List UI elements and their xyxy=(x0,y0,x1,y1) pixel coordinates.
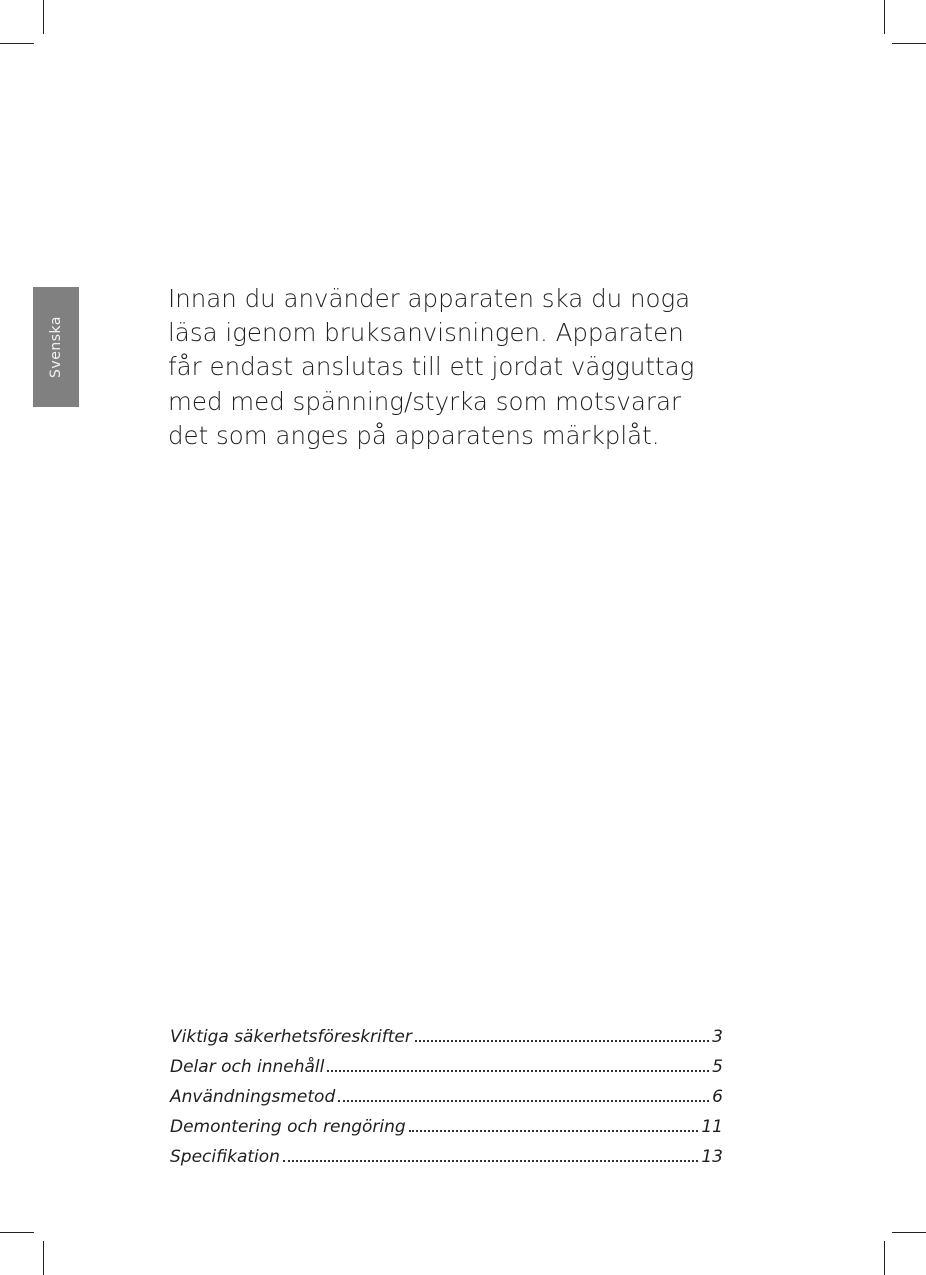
toc-title: Användningsmetod xyxy=(170,1087,336,1107)
toc-leader-dots xyxy=(409,1130,699,1132)
toc-page-number: 13 xyxy=(701,1147,723,1167)
toc-entry-usage[interactable] xyxy=(170,1087,723,1117)
intro-line: får endast anslutas till ett jordat vägguttag xyxy=(168,352,695,382)
crop-mark-bottom-left-vertical xyxy=(43,1241,44,1275)
toc-entry-parts[interactable] xyxy=(170,1057,723,1087)
toc-title: Demontering och rengöring xyxy=(170,1117,406,1137)
crop-mark-top-left-vertical xyxy=(43,0,44,34)
toc-title: Delar och innehåll xyxy=(170,1057,325,1077)
intro-line: det som anges på apparatens märkplåt. xyxy=(168,420,660,450)
crop-mark-top-right-vertical xyxy=(884,0,885,34)
table-of-contents xyxy=(170,1027,723,1177)
toc-page-number: 11 xyxy=(701,1117,723,1137)
language-tab-label: Svenska xyxy=(48,316,64,378)
toc-leader-dots xyxy=(283,1160,698,1162)
intro-line: med med spänning/styrka som motsvarar xyxy=(168,386,682,416)
intro-line: läsa igenom bruksanvisningen. Apparaten xyxy=(168,318,684,348)
toc-leader-dots xyxy=(338,1100,709,1102)
toc-title: Viktiga säkerhetsföreskrifter xyxy=(170,1027,412,1047)
toc-page-number: 6 xyxy=(712,1087,723,1107)
toc-entry-cleaning[interactable] xyxy=(170,1117,723,1147)
language-tab xyxy=(33,287,79,407)
toc-entry-specification[interactable] xyxy=(170,1147,723,1177)
crop-mark-top-right-horizontal xyxy=(892,43,926,44)
crop-mark-bottom-right-vertical xyxy=(884,1241,885,1275)
toc-page-number: 3 xyxy=(712,1027,723,1047)
crop-mark-top-left-horizontal xyxy=(0,43,34,44)
intro-paragraph xyxy=(168,282,728,453)
intro-line: Innan du använder apparaten ska du noga xyxy=(168,284,691,313)
toc-leader-dots xyxy=(327,1070,709,1072)
toc-page-number: 5 xyxy=(712,1057,723,1077)
crop-mark-bottom-left-horizontal xyxy=(0,1232,34,1233)
toc-title: Specifikation xyxy=(170,1147,280,1167)
toc-entry-safety[interactable] xyxy=(170,1027,723,1057)
crop-mark-bottom-right-horizontal xyxy=(892,1232,926,1233)
toc-leader-dots xyxy=(415,1040,709,1042)
